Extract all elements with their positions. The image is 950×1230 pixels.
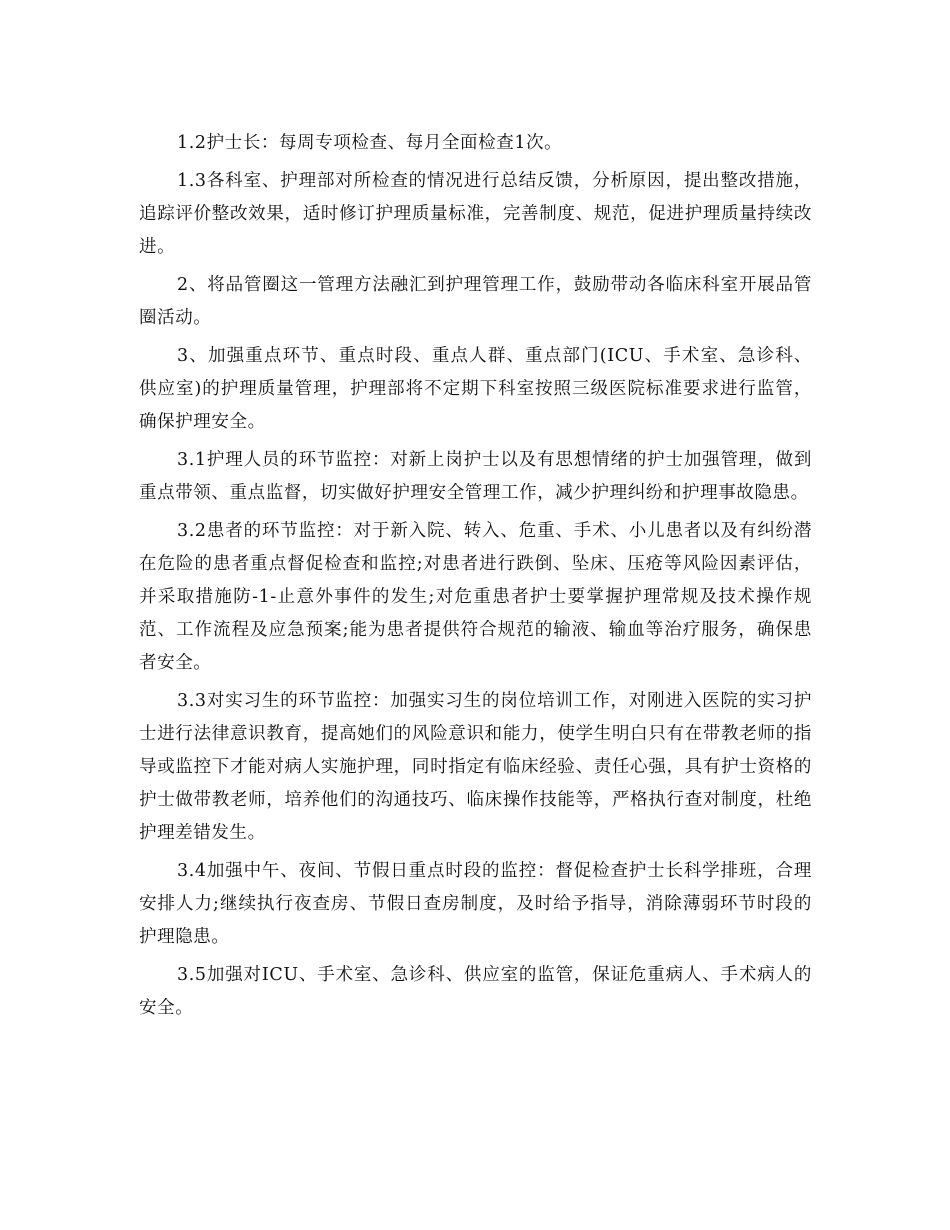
paragraph-3-2-patient-monitoring: 3.2患者的环节监控：对于新入院、转入、危重、手术、小儿患者以及有纠纷潜在危险的患者重点督促检查和监控;对患者进行跌倒、坠床、压疮等风险因素评估，并采取措施防-1-止意外事件的发生;对危重患者护士要掌握护理常规及技术操作规范、工作流程及应急预案;能为患者提供符合规范的输液、输血等治疗服务，确保患者安全。 <box>139 521 812 673</box>
paragraph-3-3-intern-monitoring: 3.3对实习生的环节监控：加强实习生的岗位培训工作，对刚进入医院的实习护士进行法律意识教育，提高她们的风险意识和能力，使学生明白只有在带教老师的指导或监控下才能对病人实施护理，同时指定有临床经验、责任心强，具有护士资格的护士做带教老师，培养他们的沟通技巧、临床操作技能等，严格执行查对制度，杜绝护理差错发生。 <box>139 691 812 843</box>
document-body <box>139 127 812 1030</box>
paragraph-3-5-department-supervision: 3.5加强对ICU、手术室、急诊科、供应室的监管，保证危重病人、手术病人的安全。 <box>139 965 812 1018</box>
paragraph-1-3-feedback: 1.3各科室、护理部对所检查的情况进行总结反馈，分析原因，提出整改措施，追踪评价整改效果，适时修订护理质量标准，完善制度、规范，促进护理质量持续改进。 <box>139 171 812 257</box>
paragraph-2-quality-circle: 2、将品管圈这一管理方法融汇到护理管理工作，鼓励带动各临床科室开展品管圈活动。 <box>139 275 812 328</box>
paragraph-3-key-areas: 3、加强重点环节、重点时段、重点人群、重点部门(ICU、手术室、急诊科、供应室)的护理质量管理，护理部将不定期下科室按照三级医院标准要求进行监管，确保护理安全。 <box>139 346 812 432</box>
paragraph-1-2-head-nurse: 1.2护士长：每周专项检查、每月全面检查1次。 <box>177 133 563 153</box>
paragraph-3-4-time-period-monitoring: 3.4加强中午、夜间、节假日重点时段的监控：督促检查护士长科学排班，合理安排人力;继续执行夜查房、节假日查房制度，及时给予指导，消除薄弱环节时段的护理隐患。 <box>139 861 812 947</box>
paragraph-3-1-staff-monitoring: 3.1护理人员的环节监控：对新上岗护士以及有思想情绪的护士加强管理，做到重点带领、重点监督，切实做好护理安全管理工作，减少护理纠纷和护理事故隐患。 <box>139 450 812 503</box>
